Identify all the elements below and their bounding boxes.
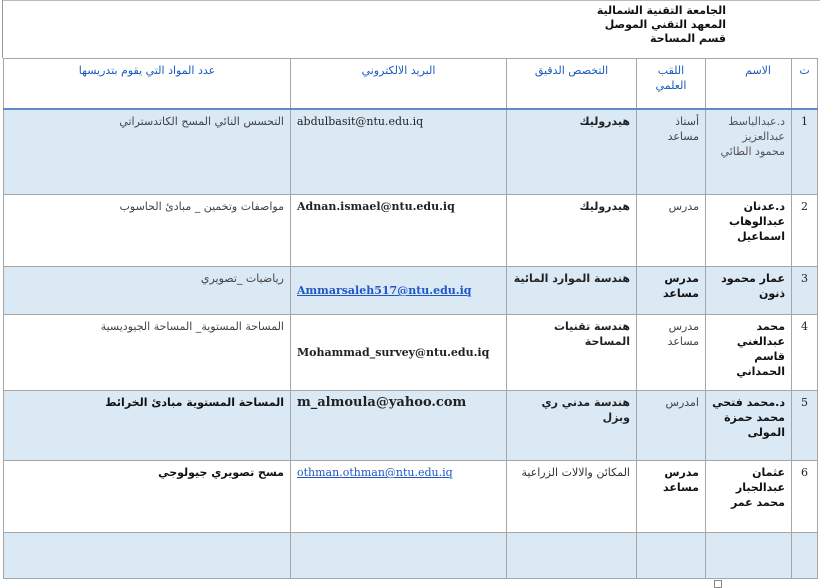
row-num: 5 [792, 391, 818, 461]
email-link[interactable]: othman.othman@ntu.edu.iq [297, 466, 453, 479]
department-name: قسم المساحة [649, 32, 726, 45]
row-subjects: التحسس النائي المسح الكاتدستراتي [4, 109, 291, 195]
row-specialization: هيدروليك [507, 109, 637, 195]
row-specialization: هندسة مدني ري وبزل [507, 391, 637, 461]
row-email[interactable]: abdulbasit@ntu.edu.iq [291, 109, 507, 195]
row-name: عثمان عبدالجبار محمد عمر [706, 461, 792, 533]
col-header-email [291, 59, 507, 109]
col-header-title: اللقب العلمي [637, 59, 706, 109]
row-email[interactable]: Mohammad_survey@ntu.edu.iq [291, 315, 507, 391]
row-title: مدرس مساعد [637, 461, 706, 533]
top-border [2, 0, 820, 1]
row-subjects: رياضيات _تصويري [4, 267, 291, 315]
row-subjects: مسح تصويري جيولوجي [4, 461, 291, 533]
email-link[interactable]: Ammarsaleh517@ntu.edu.iq [297, 284, 472, 297]
row-email[interactable] [291, 461, 507, 533]
row-specialization: هندسة الموارد المائية [507, 267, 637, 315]
row-name: د.عدنان عبدالوهاب اسماعيل [706, 195, 792, 267]
row-num: 3 [792, 267, 818, 315]
row-name: عمار محمود ذنون [706, 267, 792, 315]
row-email[interactable]: Adnan.ismael@ntu.edu.iq [291, 195, 507, 267]
institute-name: المعهد التقني الموصل [604, 18, 726, 31]
row-name: محمد عبدالغني قاسم الحمداني [706, 315, 792, 391]
empty-cell [706, 533, 792, 579]
table-row [4, 267, 818, 315]
table-header-row [4, 59, 818, 109]
row-specialization: هيدروليك [507, 195, 637, 267]
empty-cell [637, 533, 706, 579]
row-name: د.عبدالباسط عبدالعزيز محمود الطائي [706, 109, 792, 195]
table-row [4, 461, 818, 533]
row-title: امدرس [637, 391, 706, 461]
row-title: أستاذ مساعد [637, 109, 706, 195]
empty-cell [507, 533, 637, 579]
row-title: مدرس [637, 195, 706, 267]
row-num: 1 [792, 109, 818, 195]
university-name: الجامعة التقنية الشمالية [596, 4, 726, 17]
row-num: 4 [792, 315, 818, 391]
row-specialization: هندسة تقنيات المساحة [507, 315, 637, 391]
document-header [486, 4, 726, 46]
col-header-num: ت [792, 59, 818, 109]
row-email[interactable]: m_almoula@yahoo.com [291, 391, 507, 461]
col-header-subjects: عدد المواد التي يقوم بتدريسها [4, 59, 291, 109]
col-header-name: الاسم [706, 59, 792, 109]
empty-cell [4, 533, 291, 579]
empty-cell [792, 533, 818, 579]
row-num: 2 [792, 195, 818, 267]
left-border [2, 0, 3, 58]
row-title: مدرس مساعد [637, 315, 706, 391]
row-specialization: المكائن والالات الزراعية [507, 461, 637, 533]
table-row [4, 315, 818, 391]
row-subjects: المساحة المستوية_ المساحة الجيوديسية [4, 315, 291, 391]
col-header-specialization: التخصص الدقيق [507, 59, 637, 109]
row-subjects: المساحة المستوية مبادئ الخرائط [4, 391, 291, 461]
staff-table [3, 58, 818, 579]
row-subjects: مواصفات وتخمين _ مبادئ الحاسوب [4, 195, 291, 267]
table-row [4, 195, 818, 267]
table-row-empty [4, 533, 818, 579]
row-name: د.محمد فتحي محمد حمزة المولى [706, 391, 792, 461]
row-num: 6 [792, 461, 818, 533]
table-row [4, 109, 818, 195]
empty-cell [291, 533, 507, 579]
row-title: مدرس مساعد [637, 267, 706, 315]
table-row [4, 391, 818, 461]
email-header-label: البريد الالكتروني [361, 64, 436, 77]
row-email[interactable] [291, 267, 507, 315]
